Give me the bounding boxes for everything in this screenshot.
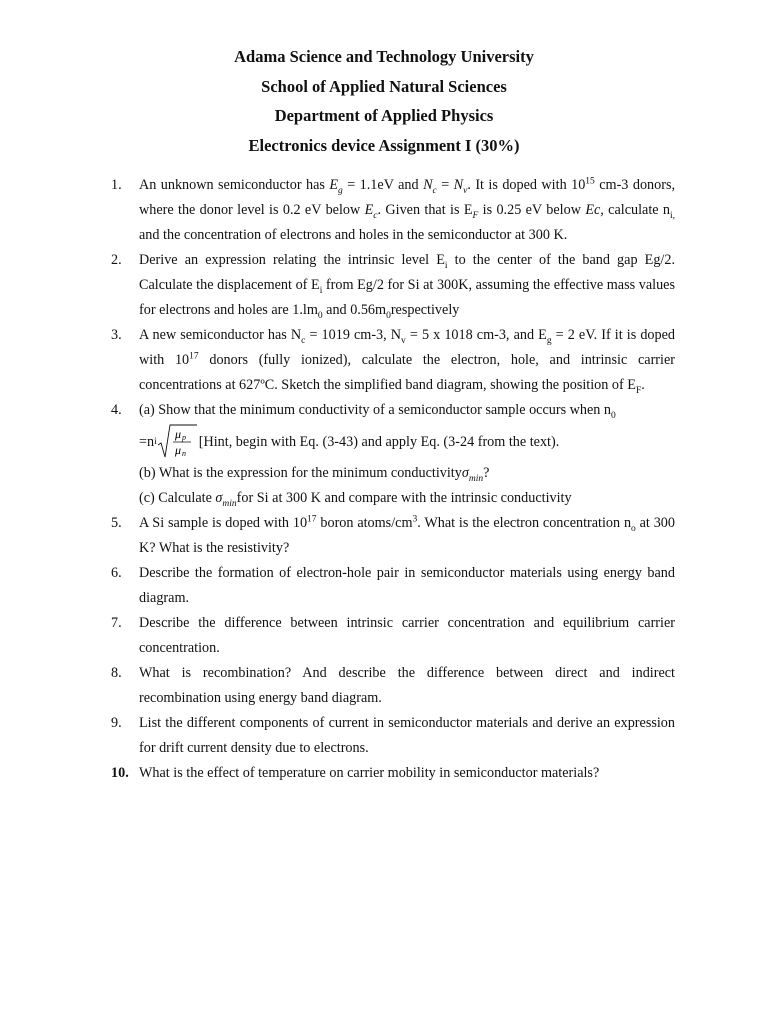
symbol: E — [329, 177, 339, 193]
symbol: Ec, — [585, 202, 604, 218]
subscript: o — [631, 523, 636, 534]
text-run: cm-3 — [594, 177, 629, 193]
question-list — [111, 173, 675, 786]
superscript: 15 — [585, 176, 595, 187]
superscript: 17 — [307, 514, 317, 525]
subscript: c — [301, 335, 306, 346]
symbol: N — [453, 177, 464, 193]
text-run: boron atoms/cm — [316, 515, 413, 531]
text-run: calculate n — [603, 202, 671, 218]
text-run: donors (fully ionized), calculate the electron, hole, and intrinsic carrier concentrations at 627ºC. Sketch the simplified band diagram, showing the position of E — [139, 352, 675, 393]
symbol: σ — [461, 465, 469, 481]
text-run: at 300 K? What is the resistivity? — [139, 515, 675, 556]
question-3-text — [139, 323, 675, 398]
text-run: = 2 eV. If it is doped with 10 — [139, 327, 675, 368]
question-4a-text — [139, 398, 675, 423]
subscript: c — [432, 185, 437, 196]
text-run: (b) What is the expression for the minimum conductivity — [139, 465, 462, 481]
subscript: min — [222, 498, 237, 509]
text-run: for Si at 300 K and compare with the intrinsic conductivity — [236, 490, 572, 506]
text-run: = 1.1eV and — [342, 177, 424, 193]
question-number: 4. — [111, 402, 122, 418]
symbol: E — [364, 202, 374, 218]
question-6 — [111, 561, 675, 611]
subscript: g — [338, 185, 343, 196]
question-number: 5. — [111, 515, 122, 531]
subscript: i, — [670, 210, 676, 221]
question-4c-text — [139, 486, 675, 511]
subscript: 0 — [611, 410, 616, 421]
question-9 — [111, 711, 675, 761]
symbol: N — [423, 177, 433, 193]
question-7-text: Describe the difference between intrinsic carrier concentration and equilibrium carrier concentration. — [139, 615, 675, 656]
fraction-denominator: μ — [174, 443, 181, 457]
question-3 — [111, 323, 675, 398]
question-9-text: List the different components of current in semiconductor materials and derive an expression for drift current density due to electrons. — [139, 715, 675, 756]
text-run: and the concentration of electrons and holes in the semiconductor at — [139, 227, 526, 243]
text-run: (c) Calculate — [139, 490, 216, 506]
subscript: F — [472, 210, 479, 221]
question-1 — [111, 173, 675, 248]
question-2-text — [139, 248, 675, 323]
question-8-text: What is recombination? And describe the difference between direct and indirect recombination using energy band diagram. — [139, 665, 675, 706]
text-run: (a) Show that the minimum conductivity of a semiconductor sample occurs when n — [139, 402, 612, 418]
subscript: v — [463, 185, 468, 196]
text-run: Derive an expression relating the intrinsic level E — [139, 252, 445, 268]
question-number: 7. — [111, 615, 122, 631]
text-run: 300 K. — [528, 227, 568, 243]
text-run: respectively — [390, 302, 460, 318]
text-run: = 5 x 1018 cm-3, and E — [405, 327, 547, 343]
text-run: . It is doped with 10 — [467, 177, 586, 193]
text-run: A new semiconductor has N — [139, 327, 302, 343]
university-name: Adama Science and Technology University — [234, 47, 534, 66]
question-7 — [111, 611, 675, 661]
subscript: v — [401, 335, 406, 346]
question-1-text — [139, 173, 675, 248]
question-5-text — [139, 511, 675, 561]
assignment-title: Electronics device Assignment I (30%) — [248, 135, 520, 155]
question-number: 10. — [111, 765, 129, 781]
subscript: 0 — [386, 310, 391, 321]
text-run: = 1019 cm-3, N — [305, 327, 402, 343]
sqrt-fraction — [157, 423, 197, 461]
subscript: i — [444, 260, 448, 271]
subscript: g — [546, 335, 552, 346]
text-run: and 0.56m — [322, 302, 387, 318]
text-run: is 0.25 eV below — [478, 202, 581, 218]
text-run: = — [436, 177, 454, 193]
question-number: 1. — [111, 177, 122, 193]
question-10-text: What is the effect of temperature on carrier mobility in semiconductor materials? — [139, 765, 600, 781]
text-run: ? — [483, 465, 490, 481]
school-name: School of Applied Natural Sciences — [261, 76, 507, 96]
question-5 — [111, 511, 675, 561]
question-4b-text — [139, 461, 675, 486]
subscript: c — [373, 210, 378, 221]
fraction-numerator: μ — [174, 427, 181, 441]
superscript: 3 — [412, 514, 418, 525]
text-run: An unknown semiconductor has — [139, 177, 330, 193]
equation-line: =n i μ p μ n [Hint, begin with Eq. (3-43) and apply Eq. (3-24 from the text). — [139, 423, 675, 461]
question-number: 2. — [111, 252, 122, 268]
text-run: [Hint, begin with Eq. (3-43) and apply Eq. (3-24 from the text). — [198, 434, 560, 450]
text-run: . What is the electron concentration n — [417, 515, 632, 531]
document-header — [0, 42, 768, 160]
sqrt-icon — [157, 423, 197, 461]
text-run: . — [641, 377, 645, 393]
question-8 — [111, 661, 675, 711]
question-4 — [111, 398, 675, 511]
fraction-denominator-sub: n — [181, 449, 186, 458]
question-number: 9. — [111, 715, 122, 731]
subscript: 0 — [317, 310, 323, 321]
subscript: i — [319, 285, 323, 296]
question-10 — [111, 761, 675, 786]
symbol: σ — [215, 490, 223, 506]
text-run: to the center of the band gap Eg/2. Calculate the displacement of E — [139, 252, 675, 293]
subscript: F — [635, 385, 642, 396]
question-number: 6. — [111, 565, 122, 581]
question-number: 8. — [111, 665, 122, 681]
text-run: from Eg/2 for Si at 300K, assuming the effective mass values for electrons and holes are 1.lm — [139, 277, 675, 318]
question-2 — [111, 248, 675, 323]
fraction-numerator-sub: p — [181, 433, 186, 442]
text-run: donors, where the donor level is 0.2 eV below — [139, 177, 676, 218]
question-6-text: Describe the formation of electron-hole pair in semiconductor materials using energy band diagram. — [139, 565, 675, 606]
text-run: A Si sample is doped with 10 — [139, 515, 308, 531]
superscript: 17 — [189, 351, 199, 362]
text-run: . Given that is E — [377, 202, 473, 218]
department-name: Department of Applied Physics — [274, 106, 494, 125]
text-run: =n — [139, 434, 155, 450]
question-number: 3. — [111, 327, 122, 343]
subscript: min — [468, 473, 484, 484]
